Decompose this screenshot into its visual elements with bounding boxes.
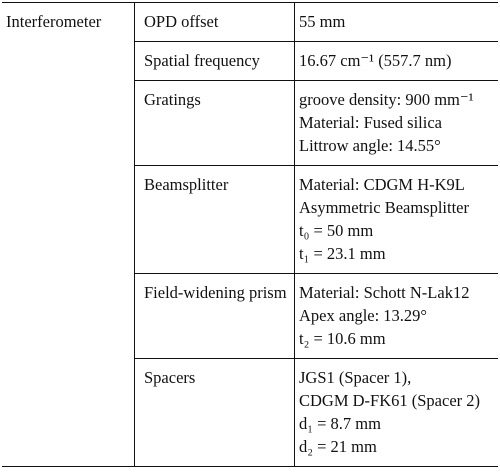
property-cell [135, 274, 295, 359]
property-cell [135, 3, 295, 42]
value-line: Littrow angle: 14.55° [299, 136, 441, 155]
value-cell [295, 359, 499, 467]
value-cell [295, 81, 499, 166]
property-name: Field-widening prism [144, 283, 287, 302]
value-line: t₁ = 23.1 mm [299, 244, 386, 263]
property-name: Beamsplitter [144, 175, 229, 194]
value-line: Asymmetric Beamsplitter [299, 198, 470, 217]
table-row [2, 3, 498, 42]
value-line: Material: CDGM H-K9L [299, 175, 465, 194]
group-label: Interferometer [6, 12, 102, 31]
value-line: t₀ = 50 mm [299, 221, 374, 240]
group-label-cell [2, 3, 135, 467]
value-line: 16.67 cm⁻¹ (557.7 nm) [299, 51, 452, 70]
value-line: CDGM D-FK61 (Spacer 2) [299, 391, 481, 410]
value-cell [295, 166, 499, 274]
value-cell [295, 42, 499, 81]
property-name: Spatial frequency [144, 51, 260, 70]
property-name: Gratings [144, 90, 201, 109]
value-line: groove density: 900 mm⁻¹ [299, 90, 474, 109]
property-cell [135, 166, 295, 274]
property-cell [135, 359, 295, 467]
value-line: Material: Schott N-Lak12 [299, 283, 470, 302]
property-name: Spacers [144, 368, 196, 387]
value-line: d₂ = 21 mm [299, 437, 377, 456]
specification-table [2, 2, 498, 467]
value-cell [295, 3, 499, 42]
value-line: d₁ = 8.7 mm [299, 414, 381, 433]
property-cell [135, 42, 295, 81]
value-line: 55 mm [299, 12, 346, 31]
property-name: OPD offset [144, 12, 219, 31]
value-cell [295, 274, 499, 359]
value-line: Material: Fused silica [299, 113, 442, 132]
property-cell [135, 81, 295, 166]
value-line: Apex angle: 13.29° [299, 306, 428, 325]
value-line: t₂ = 10.6 mm [299, 329, 386, 348]
value-line: JGS1 (Spacer 1), [299, 368, 412, 387]
